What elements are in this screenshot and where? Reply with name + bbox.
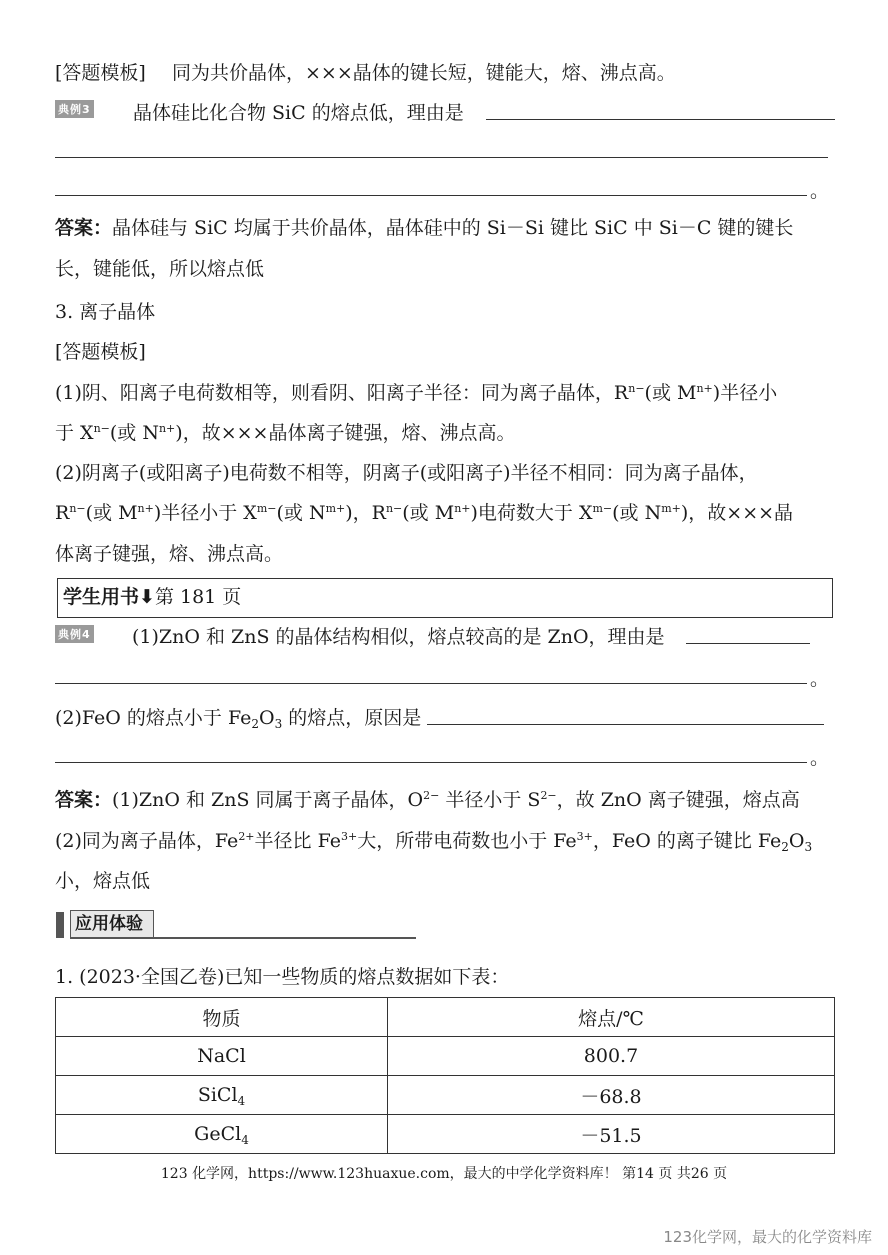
text: )半径小于 X [153, 502, 257, 524]
example-4-q2 [55, 703, 421, 730]
charge: m− [592, 502, 613, 515]
melting-point-cell: －51.5 [388, 1115, 835, 1154]
example-3-answer-line2: 长，键能低，所以熔点低 [55, 258, 265, 280]
charge: 3+ [340, 830, 358, 843]
example-4-answer-1 [55, 785, 800, 812]
melting-point-table [55, 997, 835, 1154]
practice-question-1: 1. (2023·全国乙卷)已知一些物质的熔点数据如下表： [55, 966, 510, 988]
example-3-question: 晶体硅比化合物 SiC 的熔点低，理由是 [133, 102, 464, 124]
example-3-answer [55, 213, 793, 240]
answer-blank [686, 643, 810, 644]
answer-blank [55, 683, 807, 684]
charge: n+ [454, 502, 471, 515]
text: 于 X [55, 422, 94, 444]
answer-text: 晶体硅与 SiC 均属于共价晶体，晶体硅中的 Si－Si 键比 SiC 中 Si－C 键的键长 [112, 217, 794, 239]
text: ，故 ZnO 离子键强，熔点高 [556, 789, 800, 811]
charge: n+ [158, 422, 176, 435]
substance-name: SiCl [197, 1084, 238, 1106]
header-substance: 物质 [56, 998, 388, 1037]
template-text: 同为共价晶体，×××晶体的键长短，键能大，熔、沸点高。 [172, 62, 676, 84]
student-book-reference [63, 582, 241, 609]
text: (或 N [276, 502, 326, 524]
table-row [56, 1037, 835, 1076]
section-title: 应用体验 [70, 910, 154, 938]
subscript: 3 [274, 717, 283, 731]
ionic-rule-2-line1: (2)阴离子(或阳离子)电荷数不相等，阴离子(或阳离子)半径不相同：同为离子晶体， [55, 462, 758, 484]
ionic-rule-2-line3: 体离子键强，熔、沸点高。 [55, 543, 284, 565]
charge: n− [385, 502, 403, 515]
answer-blank [427, 724, 824, 725]
answer-blank [55, 195, 807, 196]
substance-cell [56, 1115, 388, 1154]
text: (或 M [85, 502, 138, 524]
charge: 2+ [238, 830, 255, 843]
substance-name: NaCl [197, 1045, 246, 1067]
watermark: 123化学网，最大的化学资料库 [663, 1228, 872, 1246]
text: )电荷数大于 X [470, 502, 593, 524]
section-header [56, 910, 416, 938]
page-footer: 123 化学网，https://www.123huaxue.com，最大的中学化学资料库！ 第14 页 共26 页 [160, 1166, 728, 1182]
charge: n+ [696, 382, 713, 395]
example-4-answer-3: 小，熔点低 [55, 870, 151, 892]
text: (1)阴、阳离子电荷数相等，则看阴、阳离子半径：同为离子晶体，R [55, 382, 629, 404]
student-book-label: 学生用书 [63, 586, 140, 608]
header-melting-point: 熔点/℃ [388, 998, 835, 1037]
period: 。 [810, 668, 830, 690]
substance-name: GeCl [194, 1123, 242, 1145]
charge: n− [69, 502, 86, 515]
text: ，FeO 的离子键比 Fe [592, 830, 782, 852]
ionic-rule-1-line1 [55, 378, 777, 405]
answer-label: 答案： [55, 217, 113, 239]
substance-cell [56, 1076, 388, 1115]
template-label: [答题模板] [55, 62, 146, 84]
answer-label: 答案： [55, 789, 113, 811]
section-rule [70, 937, 416, 939]
charge: 3+ [576, 830, 593, 843]
table-header-row [56, 998, 835, 1037]
text: (2)同为离子晶体，Fe [55, 830, 239, 852]
charge: m− [256, 502, 277, 515]
ionic-rule-2-line2 [55, 498, 793, 525]
example-4-q1: (1)ZnO 和 ZnS 的晶体结构相似，熔点较高的是 ZnO，理由是 [132, 626, 665, 648]
charge: n− [628, 382, 645, 395]
text: )，故×××晶 [680, 502, 794, 524]
text: (或 M [644, 382, 697, 404]
text: 半径小于 S [439, 789, 541, 811]
page-ref: 第 181 页 [154, 586, 242, 608]
charge: n+ [137, 502, 154, 515]
charge: n− [93, 422, 110, 435]
text: R [55, 502, 70, 524]
charge: 2− [423, 789, 440, 802]
substance-cell [56, 1037, 388, 1076]
charge: 2− [540, 789, 557, 802]
example-3-tag: 典例3 [55, 100, 94, 118]
text: O [788, 830, 805, 852]
charge: m+ [661, 502, 681, 515]
subscript: 3 [804, 840, 813, 854]
charge: m+ [325, 502, 346, 515]
text: (或 N [109, 422, 159, 444]
text: (1)ZnO 和 ZnS 同属于离子晶体，O [112, 789, 424, 811]
subscript: 2 [781, 840, 789, 854]
text: 大，所带电荷数也小于 Fe [357, 830, 577, 852]
subscript: 4 [237, 1094, 246, 1108]
template-label: [答题模板] [55, 341, 146, 363]
text: )，故×××晶体离子键强，熔、沸点高。 [175, 422, 516, 444]
example-4-tag: 典例4 [55, 625, 94, 643]
text: )，R [345, 502, 386, 524]
answer-blank [55, 762, 807, 763]
down-arrow-icon: ⬇ [139, 586, 155, 608]
section-heading: 3. 离子晶体 [55, 301, 156, 323]
subscript: 2 [251, 717, 259, 731]
text: 的熔点，原因是 [282, 707, 422, 729]
text: (2)FeO 的熔点小于 Fe [55, 707, 252, 729]
section-bar [56, 912, 64, 938]
answer-blank [486, 119, 835, 120]
text: )半径小 [712, 382, 778, 404]
text: (或 M [402, 502, 455, 524]
period: 。 [810, 747, 830, 769]
subscript: 4 [241, 1133, 249, 1147]
text: O [259, 707, 275, 729]
melting-point-cell: 800.7 [388, 1037, 835, 1076]
answer-blank [55, 157, 828, 158]
text: 半径比 Fe [254, 830, 341, 852]
melting-point-cell: －68.8 [388, 1076, 835, 1115]
ionic-rule-1-line2 [55, 418, 515, 445]
period: 。 [810, 180, 830, 202]
table-row [56, 1115, 835, 1154]
text: (或 N [612, 502, 662, 524]
example-4-answer-2 [55, 826, 812, 853]
table-row [56, 1076, 835, 1115]
